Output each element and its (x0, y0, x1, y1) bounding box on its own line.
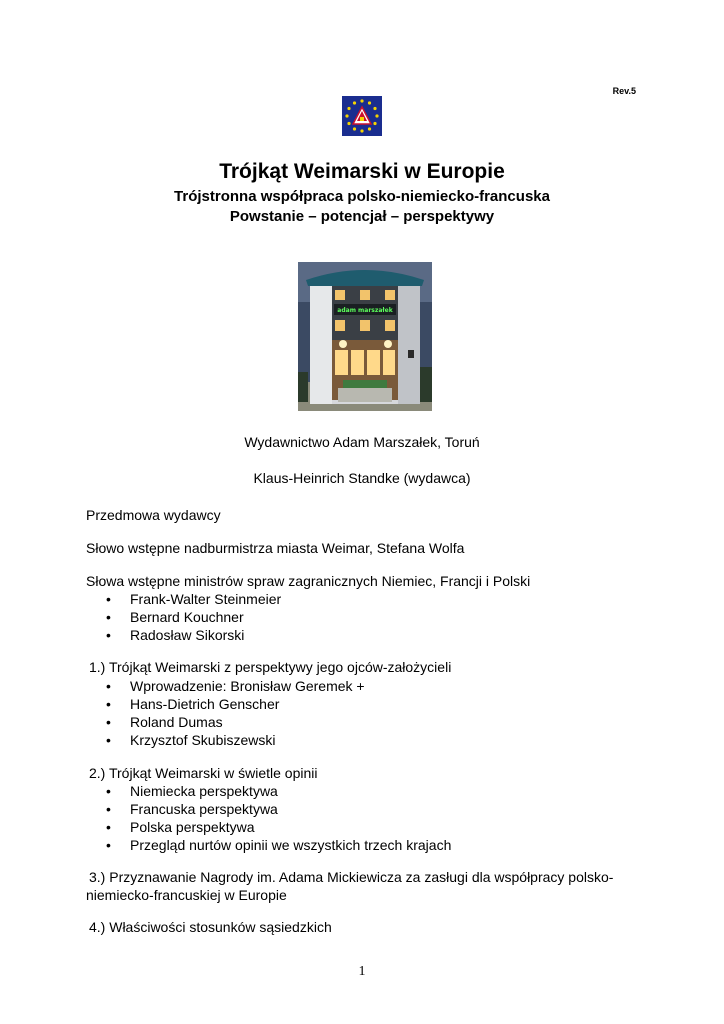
toc-foreword-mayor: Słowo wstępne nadburmistrza miasta Weimar, Stefana Wolfa (86, 540, 465, 556)
toc-preface: Przedmowa wydawcy (86, 507, 221, 523)
bullet-icon: • (106, 678, 111, 694)
list-item: • Hans-Dietrich Genscher (106, 696, 280, 712)
bullet-icon: • (106, 732, 111, 748)
section-1-list (0, 677, 365, 749)
bullet-icon: • (106, 819, 111, 835)
bullet-icon: • (106, 609, 111, 625)
document-title: Trójkąt Weimarski w Europie (219, 160, 505, 183)
toc-ministers-heading: Słowa wstępne ministrów spraw zagranicznych Niemiec, Francji i Polski (86, 573, 531, 589)
list-item: • Roland Dumas (106, 714, 223, 730)
ministers-list (0, 590, 282, 644)
bullet-icon: • (106, 714, 111, 730)
list-item: • Bernard Kouchner (106, 609, 244, 625)
list-item: • Francuska perspektywa (106, 801, 278, 817)
list-item: • Wprowadzenie: Bronisław Geremek + (106, 678, 365, 694)
bullet-icon: • (106, 837, 111, 853)
building-sign-text: adam marszałek (337, 307, 393, 314)
revision-label: Rev.5 (612, 86, 636, 96)
list-item: • Przegląd nurtów opinii we wszystkich trzech krajach (106, 837, 452, 853)
list-item: • Krzysztof Skubiszewski (106, 732, 276, 748)
eu-weimar-logo-icon (342, 96, 382, 136)
document-subtitle-1: Trójstronna współpraca polsko-niemiecko-francuska (174, 188, 550, 205)
section-2-list (0, 782, 452, 854)
document-subtitle-2: Powstanie – potencjał – perspektywy (229, 208, 495, 225)
editor-line: Klaus-Heinrich Standke (wydawca) (253, 470, 471, 486)
toc-section-2-heading: 2.) Trójkąt Weimarski w świetle opinii (89, 765, 318, 781)
toc-section-3-line-1: 3.) Przyznawanie Nagrody im. Adama Mickiewicza za zasługi dla współpracy polsko- (89, 869, 614, 885)
bullet-icon: • (106, 591, 111, 607)
list-item: • Frank-Walter Steinmeier (106, 591, 282, 607)
toc-section-1-heading: 1.) Trójkąt Weimarski z perspektywy jego ojców-założycieli (89, 659, 452, 675)
bullet-icon: • (106, 627, 111, 643)
publisher-building-photo (298, 262, 432, 411)
list-item: • Polska perspektywa (106, 819, 255, 835)
page-number: 1 (358, 964, 366, 979)
list-item: • Radosław Sikorski (106, 627, 245, 643)
list-item: • Niemiecka perspektywa (106, 783, 278, 799)
bullet-icon: • (106, 783, 111, 799)
toc-section-3-line-2: niemiecko-francuskiej w Europie (86, 887, 287, 903)
bullet-icon: • (106, 696, 111, 712)
bullet-icon: • (106, 801, 111, 817)
toc-section-4-heading: 4.) Właściwości stosunków sąsiedzkich (89, 919, 332, 935)
publisher-line: Wydawnictwo Adam Marszałek, Toruń (244, 434, 480, 450)
